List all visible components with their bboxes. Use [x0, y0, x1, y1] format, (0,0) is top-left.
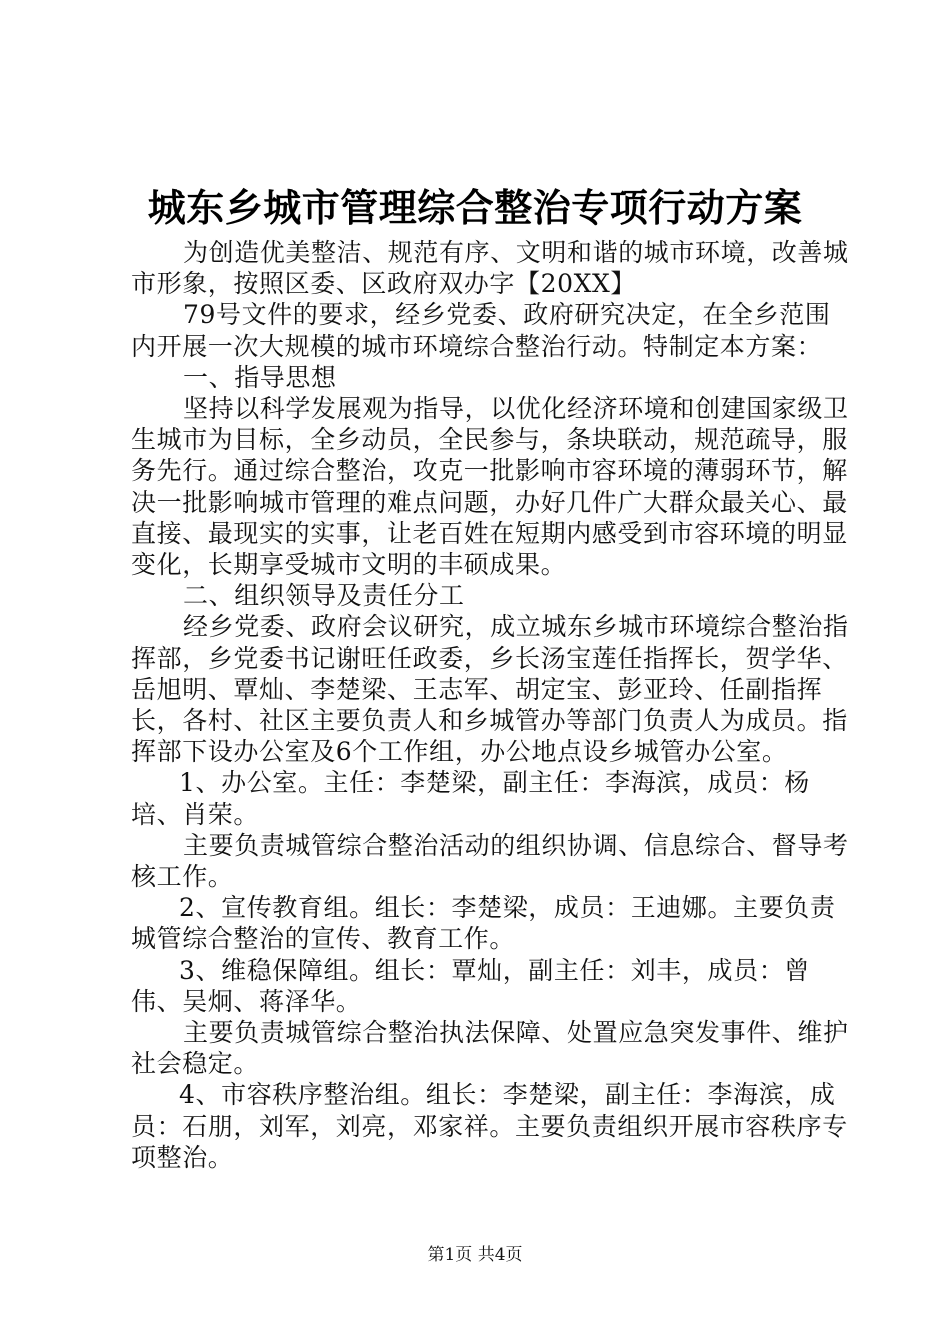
list-item-stability: 3、维稳保障组。组长：覃灿，副主任：刘丰，成员：曾伟、吴炯、蒋泽华。 [131, 955, 810, 1016]
list-item-publicity: 2、宣传教育组。组长：李楚梁，成员：王迪娜。主要负责城管综合整治的宣传、教育工作。 [131, 893, 836, 954]
paragraph-intro-2: 79号文件的要求，经乡党委、政府研究决定，在全乡范围内开展一次大规模的城市环境综合整治行动。特制定本方案： [131, 300, 831, 361]
document-title: 城东乡城市管理综合整治专项行动方案 [147, 185, 803, 230]
paragraph-intro-1: 为创造优美整洁、规范有序、文明和谐的城市环境，改善城市形象，按照区委、区政府双办字【20XX】 [131, 238, 849, 299]
section-heading-guiding-thought: 一、指导思想 [183, 362, 337, 392]
paragraph-stability-duty: 主要负责城管综合整治执法保障、处置应急突发事件、维护社会稳定。 [131, 1018, 849, 1079]
paragraph-office-duty: 主要负责城管综合整治活动的组织协调、信息综合、督导考核工作。 [131, 830, 849, 892]
list-item-office: 1、办公室。主任：李楚梁，副主任：李海滨，成员：杨培、肖荣。 [131, 768, 810, 829]
paragraph-guiding-thought: 坚持以科学发展观为指导，以优化经济环境和创建国家级卫生城市为目标，全乡动员，全民参与，条块联动，规范疏导，服务先行。通过综合整治，攻克一批影响市容环境的薄弱环节，解决一批影响城市管理的难点问题，办好几件广大群众最关心、最直接、最现实的实事，让老百姓在短期内感受到市容环境的明显变化，长期享受城市文明的丰硕成果。 [131, 394, 849, 580]
document-body [131, 237, 851, 1173]
paragraph-organization: 经乡党委、政府会议研究，成立城东乡城市环境综合整治指挥部，乡党委书记谢旺任政委，乡长汤宝莲任指挥长，贺学华、岳旭明、覃灿、李楚梁、王志军、胡定宝、彭亚玲、任副指挥长，各村、社区主要负责人和乡城管办等部门负责人为成员。指挥部下设办公室及6个工作组，办公地点设乡城管办公室。 [131, 612, 849, 767]
page-number-footer: 第1页 共4页 [427, 1245, 523, 1265]
section-heading-organization: 二、组织领导及责任分工 [183, 581, 465, 611]
list-item-city-order: 4、市容秩序整治组。组长：李楚梁，副主任：李海滨，成员：石朋，刘军，刘亮，邓家祥。主要负责组织开展市容秩序专项整治。 [131, 1080, 848, 1172]
